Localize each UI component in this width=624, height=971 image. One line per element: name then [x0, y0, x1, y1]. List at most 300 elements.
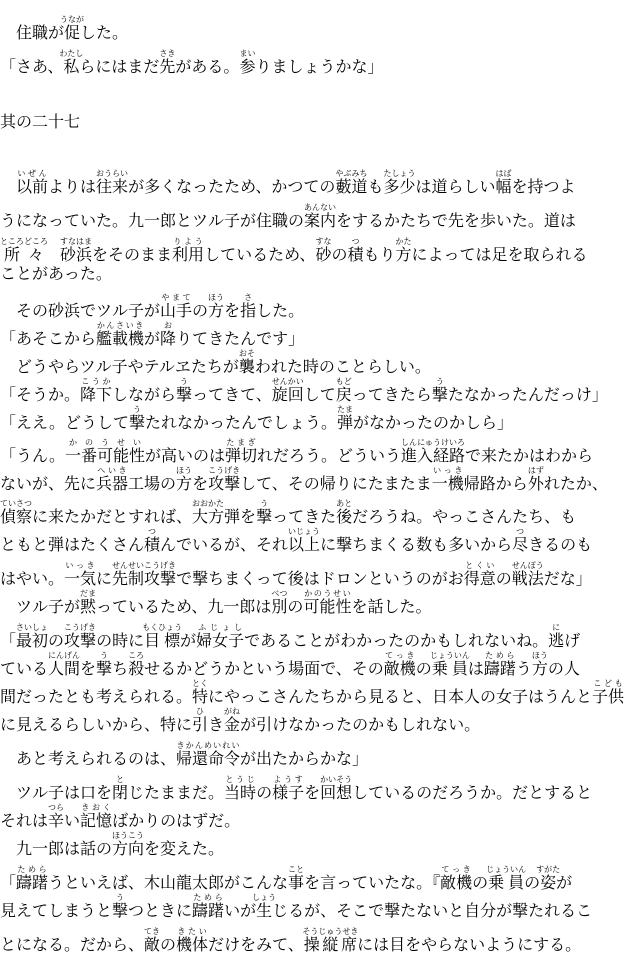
- ruby-word: [144, 927, 161, 954]
- ruby-word: [96, 321, 145, 348]
- furigana: ほう: [208, 293, 225, 302]
- ruby-base: 降: [160, 329, 177, 348]
- furigana: つ: [347, 237, 364, 246]
- text-run: であることがわかったのかもしれないね。: [244, 631, 549, 650]
- furigana: さいしょ: [16, 623, 49, 632]
- ruby-word: [463, 561, 496, 588]
- ruby-word: [0, 499, 33, 526]
- ruby-base: 操縦席: [302, 935, 359, 954]
- ruby-word: [536, 865, 561, 892]
- furigana: だま: [80, 589, 97, 598]
- furigana: たま: [337, 405, 354, 414]
- text-run: よりは: [48, 177, 97, 196]
- ruby-base: 得意: [463, 569, 496, 588]
- furigana: いっき: [431, 466, 464, 475]
- ruby-word: [335, 169, 368, 196]
- ruby-base: 閉: [112, 783, 129, 802]
- ruby-base: 大方: [192, 507, 225, 526]
- ruby-base: 逃: [548, 631, 565, 650]
- text-line: [0, 927, 609, 954]
- ruby-base: 多少: [383, 177, 416, 196]
- text-run: がなかったのかしら」: [353, 413, 514, 432]
- text-line: [0, 49, 609, 76]
- furigana: べつ: [271, 589, 288, 598]
- ruby-base: 私: [59, 57, 84, 76]
- ruby-word: [548, 623, 565, 650]
- furigana: すなはま: [60, 237, 93, 246]
- furigana: とくい: [463, 561, 496, 570]
- furigana: すがた: [536, 865, 561, 874]
- ruby-word: [60, 237, 93, 264]
- text-run: ないが、先に: [0, 474, 97, 493]
- text-run: は道らしい: [415, 177, 496, 196]
- furigana: ていさつ: [0, 499, 33, 508]
- text-run: が引けなかったのかもしれない。: [240, 715, 481, 734]
- text-run: とになる。だから、: [0, 935, 145, 954]
- text-line: [0, 623, 609, 650]
- text-run: げ: [564, 631, 581, 650]
- ruby-word: [224, 775, 257, 802]
- text-run: 間だったとも考えられる。: [0, 687, 193, 706]
- text-run: 帰路から: [463, 474, 528, 493]
- text-run: に来たかだとすれば、: [32, 507, 193, 526]
- furigana: かのうせい: [64, 438, 145, 447]
- ruby-word: [337, 405, 354, 432]
- ruby-word: [64, 623, 97, 650]
- furigana: はば: [495, 169, 512, 178]
- text-run: だけをみて、: [208, 935, 304, 954]
- furigana: りよう: [172, 237, 205, 246]
- ruby-base: 所々: [0, 245, 48, 264]
- text-run: れだろう。どういう: [257, 446, 402, 465]
- furigana: しんにゅうけいろ: [401, 438, 466, 447]
- text-run: 工場の: [128, 474, 177, 493]
- ruby-word: [271, 377, 304, 404]
- furigana: じょういん: [486, 865, 527, 874]
- text-run: うになっていた。九一郎とツル子が住職の: [0, 211, 305, 230]
- ruby-word: [271, 589, 288, 616]
- ruby-base: 記憶: [80, 811, 113, 830]
- ruby-base: 撃: [96, 659, 113, 678]
- furigana: う: [128, 405, 145, 414]
- ruby-word: [486, 865, 527, 892]
- text-run: たれなかったんでしょう。: [144, 413, 337, 432]
- ruby-base: 利用: [172, 245, 205, 264]
- furigana: もくひょう: [142, 623, 183, 632]
- text-line: [0, 679, 624, 706]
- ruby-base: 方: [395, 245, 412, 264]
- text-run: を話した。: [351, 597, 432, 616]
- text-line: [0, 803, 609, 830]
- furigana: がね: [224, 707, 241, 716]
- text-run: れたか、: [543, 474, 608, 493]
- text-run: が出たからかな」: [240, 749, 369, 768]
- text-run: 「あそこから: [0, 329, 97, 348]
- ruby-base: 方: [176, 474, 193, 493]
- text-run: 「: [0, 631, 17, 650]
- text-line: [0, 775, 609, 802]
- ruby-word: [302, 927, 359, 954]
- text-run: んでいるが、それ: [160, 535, 289, 554]
- ruby-base: 尽: [512, 535, 529, 554]
- text-run: を: [224, 301, 241, 320]
- text-run: を: [192, 474, 209, 493]
- text-run: じたままだ。: [128, 783, 225, 802]
- furigana: う: [256, 499, 273, 508]
- text-run: その砂浜でツル子が: [0, 301, 161, 320]
- text-line: [0, 15, 609, 42]
- furigana: う: [431, 377, 448, 386]
- ruby-word: [272, 775, 305, 802]
- furigana: う: [96, 651, 113, 660]
- text-run: あと考えられるのは、: [0, 749, 177, 768]
- ruby-word: [315, 237, 332, 264]
- ruby-base: 進入経路: [401, 446, 466, 465]
- text-line: [0, 707, 609, 734]
- text-run: ばかりのはずだ。: [112, 811, 241, 830]
- furigana: つら: [48, 803, 65, 812]
- furigana: かいそう: [320, 775, 353, 784]
- furigana: ためら: [16, 865, 49, 874]
- ruby-base: 最初: [16, 631, 49, 650]
- ruby-word: [59, 49, 84, 76]
- ruby-base: 弾: [337, 413, 354, 432]
- ruby-base: 乗員: [429, 659, 470, 678]
- ruby-word: [176, 466, 193, 493]
- text-line: [0, 349, 609, 376]
- furigana: しょう: [252, 893, 277, 902]
- furigana: そうじゅうせき: [302, 927, 359, 936]
- text-line: [0, 237, 609, 264]
- ruby-word: [527, 466, 544, 493]
- ruby-word: [192, 679, 209, 706]
- text-run: で来たかはわから: [465, 446, 594, 465]
- furigana: ほう: [531, 651, 548, 660]
- ruby-base: 案内: [304, 211, 337, 230]
- ruby-word: [252, 893, 277, 920]
- furigana: うなが: [60, 15, 85, 24]
- text-run: 「うん。: [0, 446, 65, 465]
- text-run: 「: [0, 873, 17, 892]
- ruby-word: [440, 865, 473, 892]
- ruby-word: [96, 169, 129, 196]
- ruby-base: 旋回: [271, 385, 304, 404]
- ruby-base: 人間: [48, 659, 81, 678]
- ruby-word: [144, 527, 161, 554]
- text-run: 「そうか。: [0, 385, 81, 404]
- ruby-base: 参: [239, 57, 256, 76]
- ruby-word: [483, 651, 516, 678]
- furigana: きたい: [176, 927, 209, 936]
- text-line: [0, 293, 609, 320]
- ruby-base: 機体: [176, 935, 209, 954]
- ruby-base: 金: [224, 715, 241, 734]
- text-run: の: [472, 873, 489, 892]
- furigana: ようす: [272, 775, 305, 784]
- furigana: ひ: [192, 707, 209, 716]
- text-run: の: [287, 597, 304, 616]
- text-run: しているのだろうか。だとすると: [352, 783, 593, 802]
- text-run: を持つよ: [511, 177, 576, 196]
- ruby-word: [128, 651, 145, 678]
- furigana: おそ: [238, 349, 255, 358]
- text-run: をするかたちで先を歩いた。道は: [336, 211, 576, 230]
- furigana: とく: [192, 679, 209, 688]
- ruby-word: [239, 49, 256, 76]
- furigana: う: [112, 893, 129, 902]
- furigana: もど: [335, 377, 352, 386]
- ruby-word: [64, 561, 97, 588]
- text-run: して、その帰りにたまたま: [240, 474, 432, 493]
- furigana: ためら: [483, 651, 516, 660]
- text-run: が: [556, 873, 573, 892]
- furigana: おおかた: [192, 499, 225, 508]
- ruby-word: [395, 237, 412, 264]
- ruby-base: 敵: [144, 935, 161, 954]
- ruby-base: 往来: [96, 177, 129, 196]
- text-line: [0, 438, 609, 465]
- ruby-word: [96, 651, 113, 678]
- ruby-base: 積: [144, 535, 161, 554]
- furigana: ほうこう: [112, 831, 145, 840]
- ruby-base: 躊躇: [192, 901, 225, 920]
- ruby-base: 撃: [176, 385, 193, 404]
- text-run: の人: [547, 659, 580, 678]
- text-run: に見えるらしいから、特に: [0, 715, 193, 734]
- ruby-base: 当時: [224, 783, 257, 802]
- text-run: はやい。: [0, 569, 65, 588]
- text-run: ている: [0, 659, 49, 678]
- ruby-base: 指: [240, 301, 257, 320]
- furigana: すな: [315, 237, 332, 246]
- text-run: たなかったんだっけ」: [447, 385, 608, 404]
- ruby-base: 事: [288, 873, 305, 892]
- text-run: だな」: [543, 569, 592, 588]
- text-line: [0, 377, 609, 404]
- ruby-word: [16, 865, 49, 892]
- furigana: せんかい: [271, 377, 304, 386]
- ruby-word: [303, 589, 352, 616]
- ruby-word: [429, 651, 470, 678]
- text-run: が: [180, 631, 197, 650]
- furigana: じょういん: [429, 651, 470, 660]
- ruby-word: [495, 169, 512, 196]
- text-run: は: [467, 659, 484, 678]
- ruby-word: [511, 561, 544, 588]
- furigana: つ: [144, 527, 161, 536]
- ruby-word: [192, 499, 225, 526]
- ruby-word: [335, 377, 352, 404]
- text-line: [0, 169, 609, 196]
- ruby-word: [160, 321, 177, 348]
- ruby-base: 別: [271, 597, 288, 616]
- text-run: に撃ちまくる数も多いから: [320, 535, 513, 554]
- ruby-word: [80, 377, 113, 404]
- furigana: たしょう: [383, 169, 416, 178]
- text-run: ってきた: [272, 507, 337, 526]
- ruby-base: 特: [192, 687, 209, 706]
- ruby-word: [60, 15, 85, 42]
- text-run: を: [80, 659, 97, 678]
- furigana: かた: [395, 237, 412, 246]
- ruby-base: 幅: [495, 177, 512, 196]
- text-run: の: [256, 783, 273, 802]
- ruby-base: 乗員: [486, 873, 527, 892]
- ruby-word: [142, 623, 183, 650]
- ruby-base: 外: [527, 474, 544, 493]
- ruby-base: 艦載機: [96, 329, 145, 348]
- ruby-base: 藪道: [335, 177, 368, 196]
- ruby-base: 躊躇: [16, 873, 49, 892]
- text-run: きるのも: [528, 535, 593, 554]
- ruby-word: [336, 499, 353, 526]
- text-run: [0, 177, 16, 196]
- ruby-base: 方: [208, 301, 225, 320]
- ruby-word: [383, 651, 416, 678]
- text-run: それは: [0, 811, 49, 830]
- text-line: [0, 466, 609, 493]
- text-run: うといえば、木山龍太郎がこんな: [48, 873, 289, 892]
- ruby-base: 山手: [160, 301, 193, 320]
- text-run: らにはまだ: [79, 57, 160, 76]
- text-line: [0, 893, 609, 920]
- furigana: う: [176, 377, 193, 386]
- text-run: ち: [112, 659, 129, 678]
- text-run: ってきて、: [192, 385, 272, 404]
- furigana: つ: [512, 527, 529, 536]
- furigana: と: [112, 775, 129, 784]
- text-run: き: [208, 715, 225, 734]
- text-line: [0, 405, 609, 432]
- ruby-base: 撃: [256, 507, 273, 526]
- furigana: こと: [288, 865, 305, 874]
- furigana: てっき: [383, 651, 416, 660]
- furigana: やぶみち: [335, 169, 368, 178]
- ruby-word: [208, 293, 225, 320]
- ruby-word: [176, 741, 241, 768]
- text-line: [0, 113, 609, 131]
- furigana: わたし: [59, 49, 84, 58]
- furigana: きかんめいれい: [176, 741, 241, 750]
- ruby-base: 様子: [272, 783, 305, 802]
- ruby-word: [401, 438, 466, 465]
- text-run: の時に: [96, 631, 145, 650]
- text-run: つときに: [128, 901, 193, 920]
- ruby-base: 婦女子: [196, 631, 245, 650]
- ruby-word: [80, 803, 113, 830]
- text-run: しているため、: [204, 245, 316, 264]
- text-run: いが: [224, 901, 257, 920]
- text-run: をそのまま: [92, 245, 173, 264]
- text-run: の: [160, 935, 177, 954]
- text-run: もり: [363, 245, 396, 264]
- ruby-word: [192, 893, 225, 920]
- furigana: たまぎ: [225, 438, 257, 447]
- text-run: ツル子が: [0, 597, 81, 616]
- text-run: の: [415, 659, 432, 678]
- ruby-base: 以上: [288, 535, 321, 554]
- ruby-word: [531, 651, 548, 678]
- furigana: きおく: [80, 803, 113, 812]
- furigana: こども: [592, 679, 624, 688]
- text-run: も: [367, 177, 384, 196]
- text-run: の: [524, 873, 541, 892]
- text-run: の: [48, 631, 65, 650]
- text-run: 弾を: [224, 507, 257, 526]
- furigana: こうげき: [208, 466, 241, 475]
- furigana: さき: [159, 49, 176, 58]
- text-run: の: [192, 301, 209, 320]
- ruby-word: [512, 527, 529, 554]
- furigana: てき: [144, 927, 161, 936]
- ruby-word: [16, 623, 49, 650]
- furigana: こうげき: [64, 623, 97, 632]
- ruby-base: 後: [336, 507, 353, 526]
- furigana: あと: [336, 499, 353, 508]
- furigana: かんさいき: [96, 321, 145, 330]
- ruby-word: [80, 589, 97, 616]
- ruby-word: [48, 651, 81, 678]
- ruby-base: 躊躇: [483, 659, 516, 678]
- furigana: へいき: [96, 466, 129, 475]
- furigana: おうらい: [96, 169, 129, 178]
- ruby-base: 撃: [112, 901, 129, 920]
- ruby-word: [176, 927, 209, 954]
- ruby-base: 弾切: [225, 446, 258, 465]
- text-run: りてきたんです」: [176, 329, 305, 348]
- text-run: を言っていたな。『: [304, 873, 441, 892]
- ruby-base: 攻撃: [208, 474, 241, 493]
- text-run: で撃ちまくって後はドロンというのがお: [176, 569, 464, 588]
- text-run: ってきたら: [351, 385, 432, 404]
- ruby-base: 子供: [592, 687, 624, 706]
- furigana: かのうせい: [303, 589, 352, 598]
- text-run: どうやらツル子やテルヱたちが: [0, 357, 239, 376]
- ruby-base: 促: [60, 23, 85, 42]
- furigana: いぜん: [16, 169, 49, 178]
- ruby-base: 帰還命令: [176, 749, 241, 768]
- furigana: にんげん: [48, 651, 81, 660]
- text-run: した。: [256, 301, 305, 320]
- ruby-base: 撃: [431, 385, 448, 404]
- ruby-word: [431, 466, 464, 493]
- ruby-base: 攻撃: [64, 631, 97, 650]
- ruby-base: 方: [531, 659, 548, 678]
- ruby-word: [48, 803, 65, 830]
- text-line: [0, 499, 609, 526]
- text-run: [44, 245, 60, 264]
- text-run: 見えてしまうと: [0, 901, 113, 920]
- ruby-word: [431, 377, 448, 404]
- text-line: [0, 651, 609, 678]
- ruby-word: [16, 169, 49, 196]
- text-run: の: [495, 569, 512, 588]
- furigana: あんない: [304, 203, 337, 212]
- text-run: にやっこさんたちから見ると、日本人の女子はうんと: [208, 687, 593, 706]
- ruby-word: [112, 561, 177, 588]
- ruby-word: [112, 893, 129, 920]
- furigana: せんぽう: [511, 561, 544, 570]
- ruby-word: [96, 466, 129, 493]
- text-line: [0, 865, 609, 892]
- furigana: お: [160, 321, 177, 330]
- text-run: ともと弾はたくさん: [0, 535, 145, 554]
- ruby-word: [592, 679, 624, 706]
- ruby-word: [288, 865, 305, 892]
- furigana: さ: [240, 293, 257, 302]
- furigana: いじょう: [288, 527, 321, 536]
- text-run: によっては足を取られる: [411, 245, 588, 264]
